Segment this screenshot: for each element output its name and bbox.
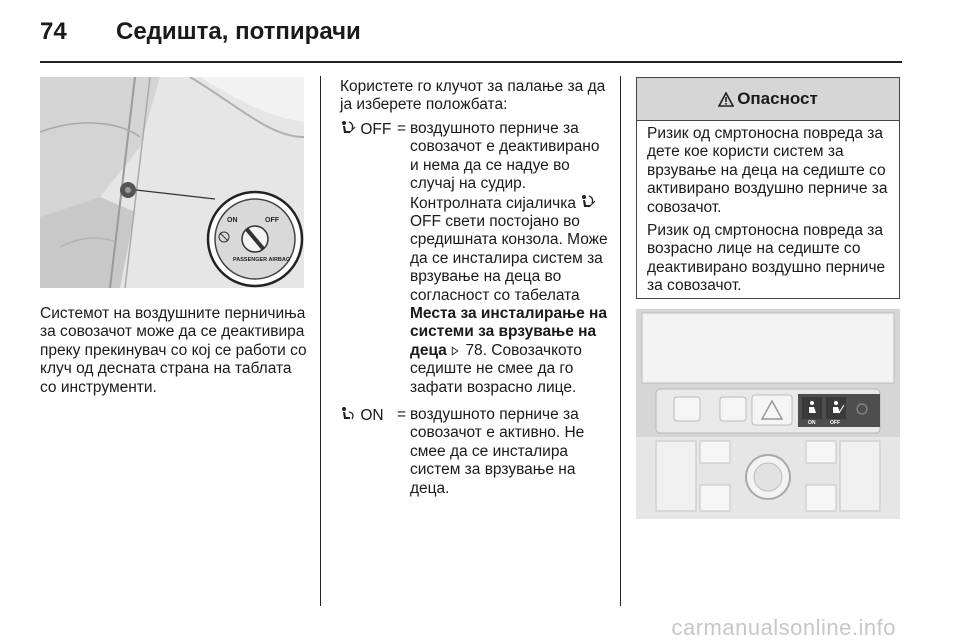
warning-body xyxy=(637,121,899,296)
warning-triangle-icon xyxy=(718,92,734,107)
page-number: 74 xyxy=(40,18,67,45)
airbag-off-inline-icon xyxy=(580,194,596,210)
warning-paragraph-1: Ризик од смртоносна повреда за дете кое користи систем за врзување на деца на седиште со активирано воздушно перниче за совозачот. xyxy=(647,125,888,216)
warning-paragraph-2: Ризик од смртоносна повреда за возрасно лице на седиште со деактивирано воздушно перниче за совозачот. xyxy=(647,222,886,295)
header-rule xyxy=(40,61,902,63)
off-equals: = xyxy=(397,120,407,137)
airbag-off-icon xyxy=(340,120,356,136)
off-term: OFF xyxy=(340,120,391,139)
center-console-figure xyxy=(636,309,900,519)
left-paragraph: Системот на воздушните перничиња за совозачот може да се деактивира преку прекинувач со кој се работи со клуч од десната страна на таблата со инструменти. xyxy=(40,305,307,396)
watermark: carmanualsonline.info xyxy=(671,615,896,640)
figure-switch-label: PASSENGER AIRBAG xyxy=(233,257,291,263)
page-reference-number[interactable]: 78 xyxy=(465,341,483,359)
on-equals: = xyxy=(397,406,407,423)
page-reference-icon xyxy=(451,345,461,357)
warning-title: Опасност xyxy=(737,89,818,108)
figure-on-label: ON xyxy=(227,217,238,224)
page-header xyxy=(40,14,902,54)
airbag-on-icon xyxy=(340,406,356,422)
column-divider-left xyxy=(320,76,321,606)
off-table-reference[interactable]: Места за инсталирање на системи за врзување на деца xyxy=(410,305,608,359)
console-on-label: ON xyxy=(808,420,816,426)
warning-box xyxy=(636,77,900,299)
warning-header xyxy=(637,78,899,121)
page-title: Седишта, потпирачи xyxy=(116,18,361,45)
on-definition xyxy=(340,406,606,496)
on-description: воздушното перниче за совозачот е активно. Не смее да се инсталира систем за врзување на деца. xyxy=(410,406,585,497)
console-off-label: OFF xyxy=(830,420,840,426)
on-term: ON xyxy=(340,406,384,425)
off-description: воздушното перниче за совозачот е деактивирано и нема да се надуе во случај на судир. Контролната сијаличка OFF свети постојано во средишната конзола. Може да се инсталира систем за врзување на деца во согласност со табелата Места за инсталирање на системи за врзување на деца 78. Совозачкото седиште не смее да го зафати возрасно лице. xyxy=(410,120,608,396)
airbag-switch-figure xyxy=(40,77,304,288)
off-definition xyxy=(340,120,606,410)
middle-intro: Користете го клучот за палање за да ја изберете положбата: xyxy=(340,78,606,114)
column-divider-right xyxy=(620,76,621,606)
figure-off-label: OFF xyxy=(265,217,279,224)
